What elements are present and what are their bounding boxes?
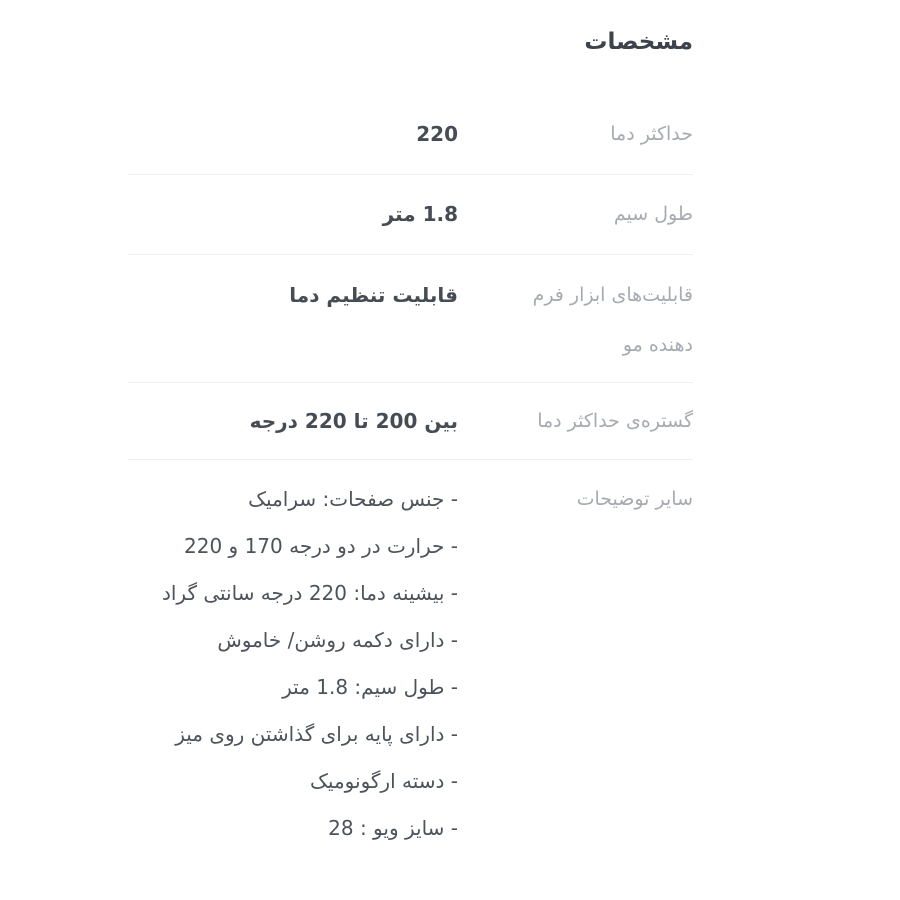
spec-value-line: - حرارت در دو درجه 170 و 220 xyxy=(184,534,458,558)
spec-value-line: - جنس صفحات: سرامیک xyxy=(248,487,458,511)
spec-row-max-temp-range xyxy=(128,383,693,460)
spec-value: بین 200 تا 220 درجه xyxy=(249,409,458,433)
spec-value-line: - دارای دکمه روشن/ خاموش xyxy=(217,628,458,652)
spec-table xyxy=(128,95,693,860)
spec-label: سایر توضیحات xyxy=(576,488,693,510)
spec-row-cord-length xyxy=(128,175,693,255)
spec-value-list xyxy=(128,476,458,852)
spec-value-line: - طول سیم: 1.8 متر xyxy=(282,675,458,699)
spec-row-max-temperature xyxy=(128,95,693,175)
spec-row-styler-capabilities xyxy=(128,255,693,383)
spec-value-line: - دسته ارگونومیک xyxy=(310,769,458,793)
specifications-section xyxy=(128,0,693,860)
spec-value-line: - بیشینه دما: 220 درجه سانتی گراد xyxy=(161,581,458,605)
spec-value: قابلیت تنظیم دما xyxy=(289,283,458,307)
spec-value-line: - سایز ویو : 28 xyxy=(328,816,458,840)
spec-value: 1.8 متر xyxy=(382,202,458,226)
spec-row-other-details xyxy=(128,460,693,860)
spec-value-line: - دارای پایه برای گذاشتن روی میز xyxy=(175,722,458,746)
spec-label: حداکثر دما xyxy=(610,123,693,145)
spec-label: قابلیت‌های ابزار فرم دهنده مو xyxy=(532,284,693,356)
section-title: مشخصات xyxy=(584,29,693,55)
spec-label: گستره‌ی حداکثر دما xyxy=(537,410,693,432)
spec-label: طول سیم xyxy=(613,203,693,225)
spec-value: 220 xyxy=(416,122,458,146)
